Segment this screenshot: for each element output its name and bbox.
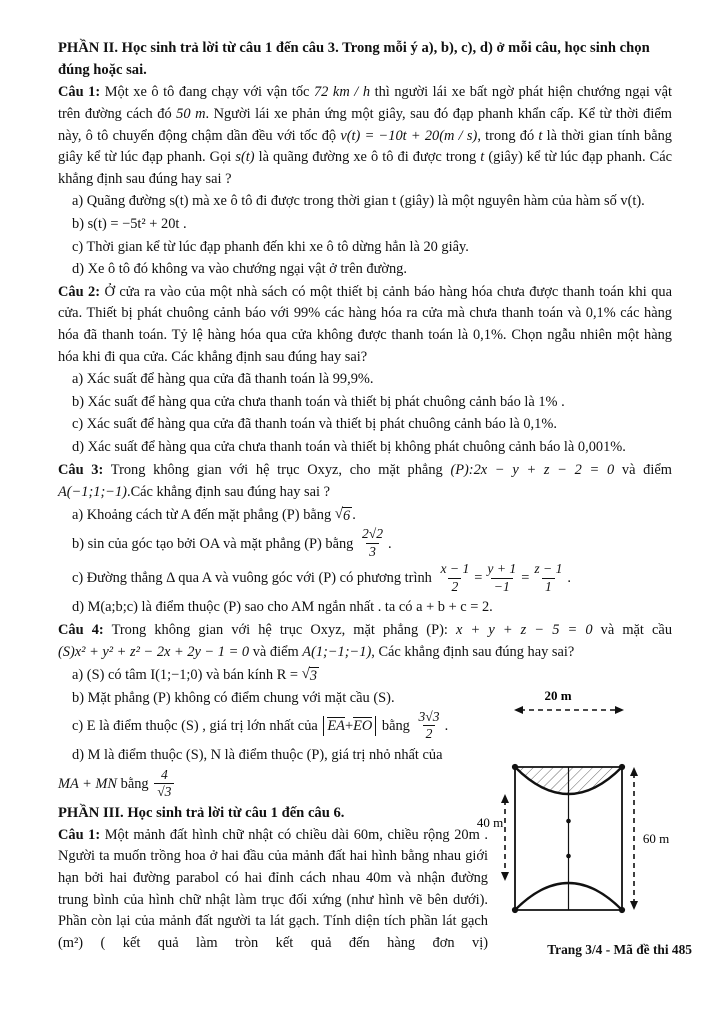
q1-option-d: d) Xe ô tô đó không va vào chướng ngại vật ở trên đường. — [72, 261, 407, 278]
q4-option-a-text: a) (S) có tâm I(1;−1;0) và bán kính R = — [72, 667, 299, 684]
corner-dot-bottom-left — [512, 907, 518, 913]
q4-option-b: b) Mặt phẳng (P) không có điểm chung với mặt cầu (S). — [72, 689, 395, 706]
question-4-body — [58, 620, 672, 642]
q1-velocity-equation: v(t) = −10t + 20(m / s) — [340, 127, 478, 144]
q3-option-c-fraction-1 — [437, 562, 472, 594]
q3-option-c-fraction-3 — [531, 562, 565, 594]
q2-text: Ở cửa ra vào của một nhà sách có một thiết bị cảnh báo hàng hóa chưa được thanh toán khi qua cửa. Thiết bị phát chuông cảnh báo với 99% các hàng hóa ra cửa mà chưa thanh toán và 0,1% các hàng hóa đã thanh toán. Tỷ lệ hàng hóa qua cửa không được thanh toán là 0,1%. Chọn ngẫu nhiên một hàng hóa khi đi qua cửa. Các khẳng định sau đúng hay sai? — [58, 283, 672, 365]
q1-option-a: a) Quãng đường s(t) mà xe ô tô đi được trong thời gian t (giây) là một nguyên hàm của hàm số v(t). — [72, 193, 645, 210]
q1-option-c: c) Thời gian kể từ lúc đạp phanh đến khi xe ô tô dừng hẳn là 20 giây. — [72, 238, 469, 255]
q4-option-d-fraction — [154, 768, 174, 800]
land-plot-diagram — [470, 682, 720, 918]
sqrt-icon: √ 3 — [301, 665, 318, 684]
figure-top-label-text: 20 m — [544, 688, 572, 703]
question-1-label: Câu 1: — [58, 84, 101, 101]
q3-point-a: A(−1;1;−1) — [58, 484, 127, 501]
q1-text-d: , trong đó — [477, 127, 535, 144]
q4-option-c-num: 3√3 — [418, 709, 440, 725]
q3-text-a: Trong không gian với hệ trục Oxyz, cho mặt phẳng — [110, 461, 443, 478]
q1-text-a: Một xe ô tô đang chạy với vận tốc — [104, 84, 310, 101]
corner-dot-top-left — [512, 764, 518, 770]
q1-variable-t: t — [538, 127, 543, 144]
part3-q1-label: Câu 1: — [58, 826, 101, 843]
q4-option-c-den: 2 — [423, 725, 436, 741]
q4-option-d-bang: bằng — [120, 775, 149, 792]
question-2-label: Câu 2: — [58, 283, 101, 300]
q2-option-d: d) Xác suất để hàng qua cửa chưa thanh toán và thiết bị không phát chuông cảnh báo là 0,001%. — [72, 439, 626, 456]
sqrt-icon: √ 6 — [334, 505, 351, 524]
q4-plane-equation: x + y + z − 5 = 0 — [456, 621, 593, 638]
q3-option-b-text: b) sin của góc tạo bởi OA và mặt phẳng (P) bằng — [72, 535, 354, 552]
q3-option-b-denominator: 3 — [366, 543, 379, 559]
q3-option-c-f3-den: 1 — [542, 578, 555, 594]
q4-text-b: và mặt cầu — [600, 621, 673, 638]
q1-speed: 72 km / h — [313, 84, 371, 101]
part3-q1-text: Một mảnh đất hình chữ nhật có chiều dài 60m, chiều rộng 20m . Người ta muốn trồng hoa ở hai đầu của mảnh đất hai hình bằng nhau giới hạn bởi hai đường parabol có hai đỉnh cách nhau 40m và nhận đường trung bình của hình chữ nhật làm trục đối xứng (như hình vẽ bên dưới). Phần còn lại của mảnh đất người ta lát gạch. Tính diện tích phần lát gạch (m²) ( kết quả làm tròn kết quả đến hàng đơn vị) — [58, 826, 488, 951]
q1-text-g: (giây) kể từ lúc đạp phanh. Các khẳng định sau đúng hay sai ? — [58, 149, 673, 187]
q3-option-c-text: c) Đường thẳng Δ qua A và vuông góc với (P) có phương trình — [72, 570, 432, 587]
q2-option-c: c) Xác suất để hàng qua cửa đã thanh toán và thiết bị phát chuông cảnh báo là 0,1%. — [72, 416, 557, 433]
q4-text-d: , Các khẳng định sau đúng hay sai? — [371, 644, 575, 661]
q4-text-a: Trong không gian với hệ trục Oxyz, mặt phẳng (P): — [111, 621, 448, 638]
part2-heading-line1: PHẦN II. Học sinh trả lời từ câu 1 đến câu 3. Trong mỗi ý a), b), c), d) ở mỗi câu, học sinh chọn — [58, 40, 650, 56]
top-dimension-arrow — [514, 706, 624, 714]
question-4-body-cont — [58, 642, 672, 664]
q4-vector-eo: EO — [353, 718, 373, 735]
q4-vector-ea: EA — [327, 718, 345, 735]
q3-option-d: d) M(a;b;c) là điểm thuộc (P) sao cho AM ngắn nhất . ta có a + b + c = 2. — [72, 599, 493, 616]
question-3-body-cont — [58, 482, 672, 504]
right-dimension-arrow — [630, 767, 638, 910]
q1-text-e: là thời gian tính bằng giây kể từ lúc đạp phanh. Gọi — [58, 127, 672, 166]
q1-option-b: b) s(t) = −5t² + 20t . — [72, 215, 187, 232]
q4-plus-sign: + — [344, 717, 354, 734]
q3-option-c-f1-den: 2 — [448, 578, 461, 594]
question-3-body — [58, 460, 672, 482]
q3-option-b-fraction — [359, 527, 386, 559]
q1-distance: 50 m — [176, 105, 206, 122]
question-4-label: Câu 4: — [58, 621, 104, 638]
q1-text-c: . Người lái xe phản ứng một giây, sau đó đạp phanh khẩn cấp. Kể từ thời điểm này, ô tô chuyển động chậm dần đều với tốc độ — [58, 105, 672, 144]
q4-option-c-end: . — [444, 718, 449, 735]
q4-option-d-den: √3 — [154, 783, 174, 799]
q1-variable-t2: t — [480, 149, 485, 166]
q3-option-b: b) sin của góc tạo bởi OA và mặt phẳng (P) bằng $\frac{2√2}{3}$ . — [72, 526, 392, 559]
q3-text-b: và điểm — [621, 461, 672, 478]
q4-option-d: d) M là điểm thuộc (S), N là điểm thuộc (P), giá trị nhỏ nhất của — [72, 747, 443, 764]
vertex-dot-top — [566, 819, 571, 824]
q4-sphere-equation: (S)x² + y² + z² − 2x + 2y − 1 = 0 — [58, 644, 250, 661]
q3-option-a: a) Khoảng cách từ A đến mặt phẳng (P) bằng √ 6 . — [72, 505, 356, 524]
q3-option-c-f1-num: x − 1 — [440, 561, 470, 577]
q3-text-c: .Các khẳng định sau đúng hay sai ? — [126, 484, 330, 501]
question-1-body — [58, 82, 672, 190]
q4-option-c-bang: bằng — [381, 718, 410, 735]
figure-left-label-text: 40 m — [476, 815, 504, 830]
q3-option-c-f3-num: z − 1 — [534, 561, 563, 577]
q4-text-c: và điểm — [252, 644, 299, 661]
q3-option-b-numerator: 2√2 — [361, 526, 384, 542]
q4-option-c-fraction — [416, 710, 443, 742]
question-2-body — [58, 282, 672, 368]
q3-option-a-text: a) Khoảng cách từ A đến mặt phẳng (P) bằng — [72, 506, 332, 523]
corner-dot-top-right — [619, 764, 625, 770]
part3-heading: PHẦN III. Học sinh trả lời từ câu 1 đến câu 6. — [58, 804, 345, 821]
q3-plane-equation: (P):2x − y + z − 2 = 0 — [450, 461, 615, 478]
part3-question-1 — [58, 825, 488, 955]
question-3-label: Câu 3: — [58, 461, 104, 478]
q3-option-a-value: 6 — [343, 507, 351, 524]
part2-heading-line2: đúng hoặc sai. — [58, 62, 147, 79]
q4-point-a: A(1;−1;−1) — [302, 644, 372, 661]
page-footer: Trang 3/4 - Mã đề thi 485 — [547, 942, 692, 957]
q3-option-c: c) Đường thẳng Δ qua A và vuông góc với (P) có phương trình $\frac{x - 1}{2}$ = $\frac{y + 1}{-1}$ = $\frac{z - 1}{1}$ . — [72, 561, 571, 594]
figure-right-label-text: 60 m — [642, 831, 670, 846]
q3-option-c-fraction-2 — [484, 562, 519, 594]
q4-option-d-expression: MA + MN — [58, 775, 118, 792]
q4-option-a-value: 3 — [309, 667, 318, 684]
q1-text-b: thì người lái xe bất ngờ phát hiện chướng ngại vật trên đường cách đó — [58, 84, 672, 122]
vertex-dot-bottom — [566, 854, 571, 859]
corner-dot-bottom-right — [619, 907, 625, 913]
q3-option-c-f2-den: −1 — [491, 578, 513, 594]
q3-option-c-f2-num: y + 1 — [487, 561, 517, 577]
q1-s-function: s(t) — [235, 149, 255, 166]
absolute-value-bars — [323, 716, 376, 737]
q2-option-a: a) Xác suất để hàng qua cửa đã thanh toán là 99,9%. — [72, 371, 374, 388]
q4-option-d-num: 4 — [160, 766, 168, 782]
q4-option-c-text: c) E là điểm thuộc (S) , giá trị lớn nhất của — [72, 718, 318, 735]
q2-option-b: b) Xác suất để hàng qua cửa chưa thanh toán và thiết bị phát chuông cảnh báo là 1% . — [72, 393, 565, 410]
left-dimension-arrow — [501, 794, 509, 881]
q1-text-f: là quãng đường xe ô tô đi được trong — [258, 149, 477, 166]
